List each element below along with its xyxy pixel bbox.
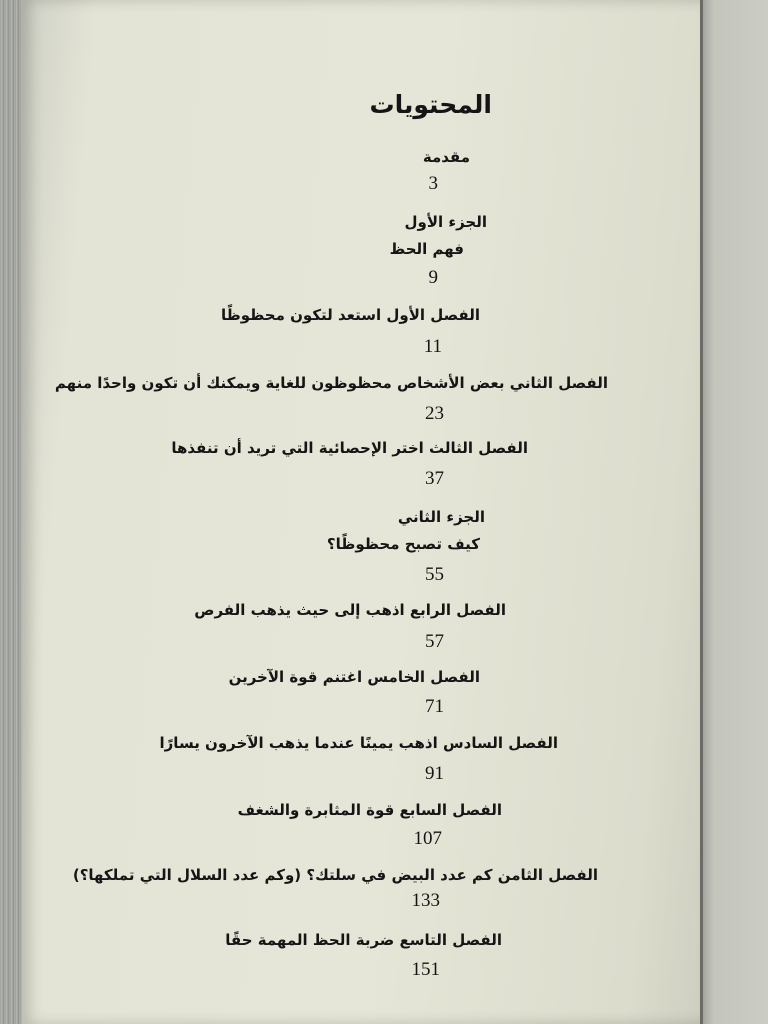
adjacent-page: [700, 0, 768, 1024]
toc-page-number: 11: [423, 336, 442, 357]
toc-page-number: 3: [428, 173, 438, 194]
toc-page-number: 57: [425, 631, 444, 652]
toc-entry-introduction: مقدمة: [422, 148, 470, 166]
toc-page-number: 107: [413, 828, 442, 849]
toc-entry-chapter-6: الفصل السادس اذهب يمينًا عندما يذهب الآخرون يسارًا: [159, 734, 558, 752]
toc-entry-chapter-2: الفصل الثاني بعض الأشخاص محظوظون للغاية ويمكنك أن تكون واحدًا منهم: [54, 374, 608, 392]
toc-entry-chapter-5: الفصل الخامس اغتنم قوة الآخرين: [228, 668, 480, 686]
toc-entry-chapter-4: الفصل الرابع اذهب إلى حيث يذهب الفرص: [194, 601, 506, 619]
toc-part-two-subtitle: كيف تصبح محظوظًا؟: [326, 535, 480, 553]
toc-page-number: 71: [425, 696, 444, 717]
toc-part-one-subtitle: فهم الحظ: [389, 240, 464, 258]
toc-page-number: 91: [425, 763, 444, 784]
toc-entry-chapter-3: الفصل الثالث اختر الإحصائية التي تريد أن تنفذها: [171, 439, 528, 457]
toc-entry-chapter-1: الفصل الأول استعد لتكون محظوظًا: [221, 306, 480, 324]
toc-entry-chapter-8: الفصل الثامن كم عدد البيض في سلتك؟ (وكم عدد السلال التي تملكها؟): [72, 866, 598, 884]
toc-page-number: 133: [411, 890, 440, 911]
toc-page-number: 151: [411, 959, 440, 980]
toc-part-one-heading: الجزء الأول: [404, 213, 487, 231]
toc-page-number: 37: [425, 468, 444, 489]
toc-entry-chapter-7: الفصل السابع قوة المثابرة والشغف: [237, 801, 502, 819]
page-gutter: [700, 0, 703, 1024]
toc-entry-chapter-9: الفصل التاسع ضربة الحظ المهمة حقًا: [225, 931, 502, 949]
page-title: المحتويات: [369, 90, 492, 119]
toc-page-number: 9: [428, 267, 438, 288]
toc-page-number: 23: [425, 403, 444, 424]
toc-part-two-heading: الجزء الثاني: [397, 508, 485, 526]
toc-page-number: 55: [425, 564, 444, 585]
